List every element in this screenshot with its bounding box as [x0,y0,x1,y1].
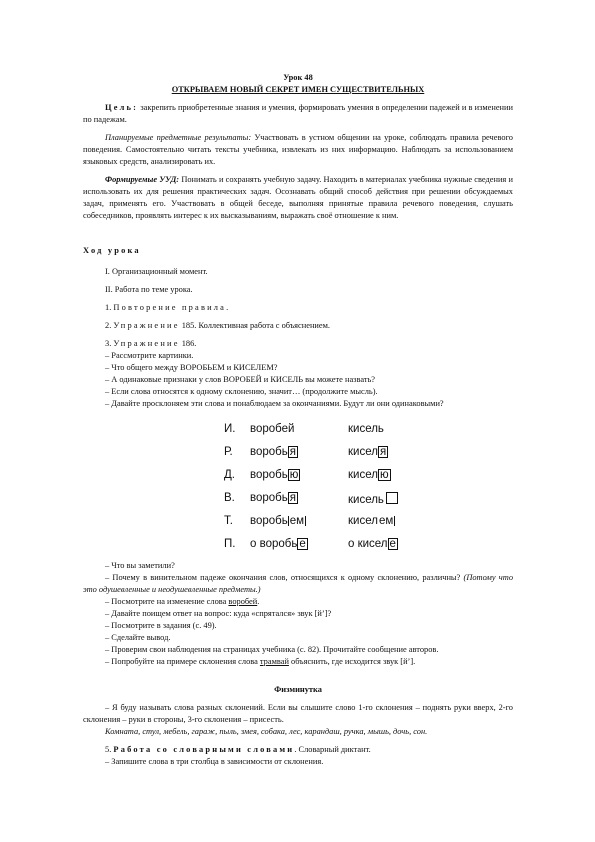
answer-4: – Давайте поищем ответ на вопрос: куда «спрятался» звук [й’]? [105,609,332,618]
ending-box: я [379,446,387,458]
uud-text: Понимать и сохранять учебную задачу. Находить в материалах учебника нужные сведения и использовать их для решения практических задач. Осознавать общий способ действия при решении обсуждаемых задач, применять его. Участвовать в общей беседе, выполняя принятые правила речевого поведения, слушать собеседников, проявлять интерес к их высказываниям, выражать своё отношение к ним. [83,175,513,220]
declension-row: Т. воробь ем киселем [224,515,394,527]
ending-box: ю [289,469,299,481]
question-2: – Что общего между ВОРОБЬЕМ и КИСЕЛЕМ? [105,363,278,372]
lesson-title: ОТКРЫВАЕМ НОВЫЙ СЕКРЕТ ИМЕН СУЩЕСТВИТЕЛЬНЫХ [171,85,425,94]
step-1: 1. Повторение правила. [105,303,231,312]
ending-box: ю [379,469,389,481]
planned-paragraph [83,132,513,168]
goal-paragraph [83,102,513,126]
goal-text: закрепить приобретенные знания и умения, формировать умения в определении падежей и в изменении по падежам. [83,103,513,124]
step-5-label: Работа со словарными словами [113,745,295,754]
answer-2: – Почему в винительном падеже окончания слов, относящихся к одному склонению, различны? (Потому что это одушевленные и неодушевленные предметы.) [83,573,514,594]
phys-text: – Я буду называть слова разных склонений. Если вы слышите слово 1-го склонения – поднять руки вверх, 2-го склонения – руки в стороны, 3-го склонения – присесть. [83,703,513,724]
lesson-number: Урок 48 [283,73,313,82]
answer-7: – Проверим свои наблюдения на страницах учебника (с. 82). Прочитайте сообщение авторов. [105,645,439,654]
step-3: 3. Упражнение 186. [105,339,197,348]
question-3: – А одинаковые признаки у слов ВОРОБЕЙ и КИСЕЛЬ вы можете назвать? [105,375,376,384]
planned-label: Планируемые предметные результаты: [105,133,252,142]
planned-text: Участвовать в устном общении на уроке, соблюдать правила речевого поведения. Самостоятельно читать тексты учебника, извлекать из них информацию. Наблюдать за использованием языковых средств, анализировать их. [83,133,513,166]
question-5: – Давайте просклоняем эти слова и понаблюдаем за окончаниями. Будут ли они одинаковыми? [105,399,444,408]
answer-3: – Посмотрите на изменение слова воробей. [105,597,260,606]
question-1: – Рассмотрите картинки. [105,351,194,360]
question-4: – Если слова относятся к одному склонению, значит… (продолжите мысль). [105,387,378,396]
declension-row: Д. воробь ю кисел ю [224,469,389,481]
phys-title: Физминутка [274,685,322,694]
ending-box: ем [289,515,305,527]
step-1-label: Повторение правила. [113,303,231,312]
step-5: 5. Работа со словарными словами. Словарный диктант. [105,745,371,754]
last-line: – Запишите слова в три столбца в зависимости от склонения. [105,757,324,766]
declension-row: И. воробей кисель [224,423,384,435]
declension-row: П. о воробь е о кисел е [224,538,396,550]
step-2-label: Упражнение [113,321,180,330]
ending-box: е [389,538,396,550]
org-moment: I. Организационный момент. [105,267,208,276]
declension-row: Р. воробь я кисел я [224,446,387,458]
ending-box: ем [378,515,394,527]
ending-box: я [289,492,296,504]
uud-paragraph [83,174,513,222]
work-topic: II. Работа по теме урока. [105,285,193,294]
empty-ending-box [386,492,398,504]
goal-label: Цель: [105,103,139,112]
uud-label: Формируемые УУД: [105,175,180,184]
declension-row: В. воробь я кисель [224,492,424,508]
progress-heading: Ход урока [83,246,141,255]
answer-6: – Сделайте вывод. [105,633,171,642]
ending-box: е [299,538,306,550]
step-3-label: Упражнение [113,339,180,348]
phys-words: Комната, стул, мебель, гараж, пыль, змея, собака, лес, карандаш, ручка, мышь, дочь, сон. [105,727,428,736]
answer-8: – Попробуйте на примере склонения слова трамвай объяснить, где исходится звук [й’]. [105,657,416,666]
step-2: 2. Упражнение 185. Коллективная работа с объяснением. [105,321,331,330]
answer-5: – Посмотрите в задания (с. 49). [105,621,217,630]
ending-box: я [289,446,296,458]
answer-1: – Что вы заметили? [105,561,175,570]
